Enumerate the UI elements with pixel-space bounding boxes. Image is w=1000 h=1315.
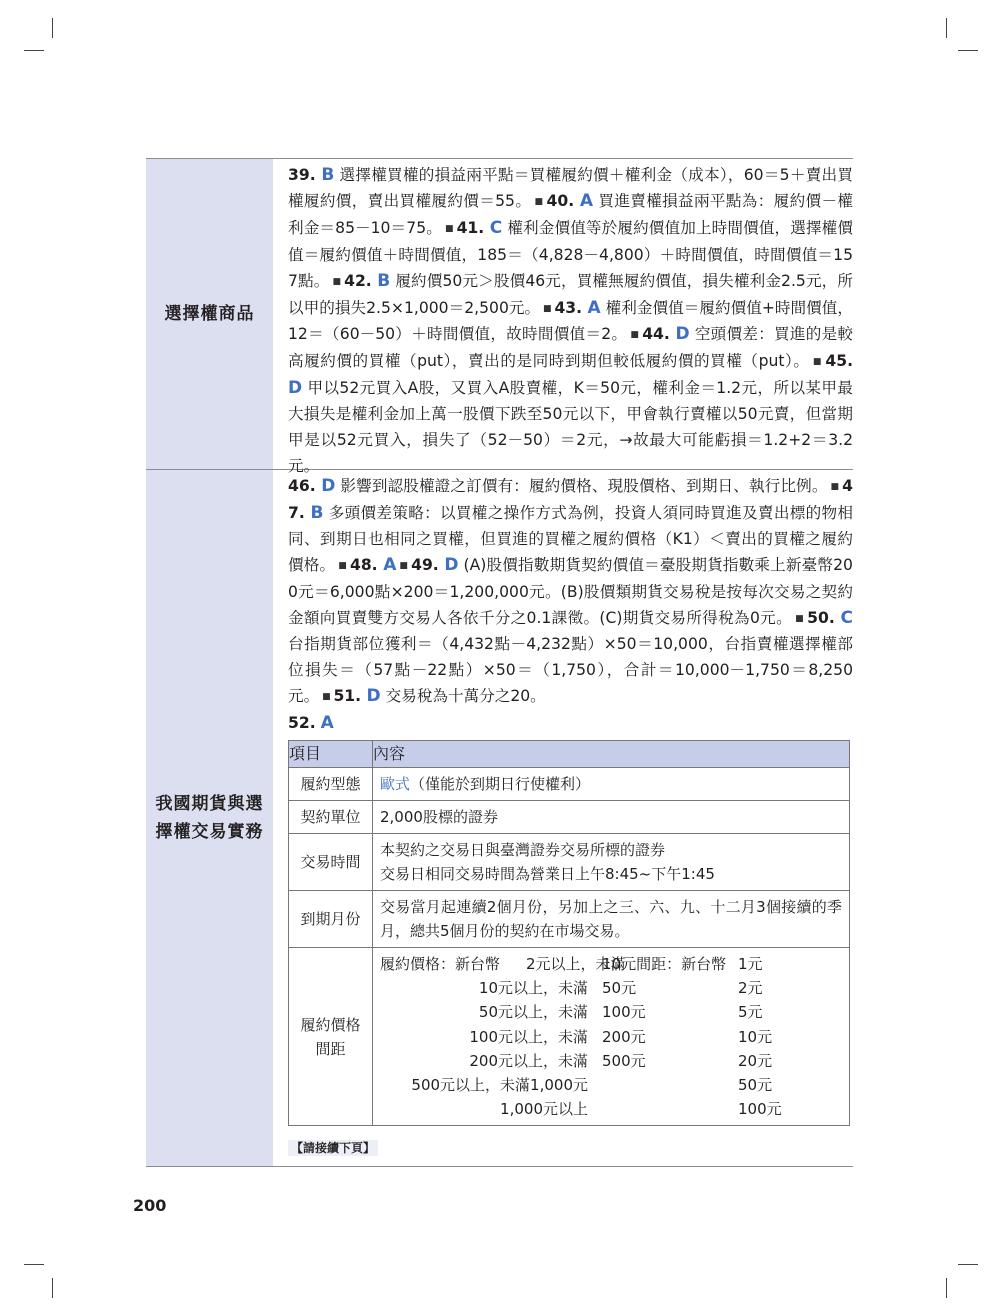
answer-letter: D <box>288 378 303 399</box>
interval-range: 1,000元以上 <box>500 1100 588 1119</box>
separator: ■ <box>531 196 547 207</box>
continue-note: 【請接續下頁】 <box>288 1136 853 1162</box>
explanation-text: 選擇權買權的損益兩平點＝買權履約價＋權利金（成本），60＝5＋賣出買權履約價，賣出買權履約價＝55。 <box>288 166 853 210</box>
answer-letter: D <box>321 476 336 496</box>
separator: ■ <box>791 613 808 624</box>
table-row: 交易時間 本契約之交易日與臺灣證券交易所標的證券 交易日相同交易時間為營業日上午8:45~下午1:45 <box>289 834 850 891</box>
explanation-text: 多頭價差策略：以買權之操作方式為例，投資人須同時買進及賣出標的物相同、到期日也相同之買權，但買進的買權之履約價格（K1）＜賣出的買權之履約價格。 <box>288 503 853 574</box>
question-number: 43. <box>554 298 588 317</box>
table-row: 履約價格 間距 履約價格：新台幣 2元以上，未滿 10元間距：新台幣 1元 10元以上，未滿 50元 2元 50元以上，未滿 100元 5元 100元以上，未滿 200元 10元 200元以上，未滿 500元 20元 500元以上，未滿1,000元 50元 1,000元以上 100元 <box>289 948 850 1126</box>
question-number: 44. <box>642 325 676 344</box>
interval-range: 10元以上，未滿 <box>478 979 588 998</box>
question-number: 50. <box>807 608 841 627</box>
question-number: 41. <box>456 218 490 237</box>
question-number: 48. <box>349 555 384 574</box>
separator: ■ <box>627 330 643 341</box>
crop-mark <box>946 18 947 38</box>
explanation-text: (A)股價指數期貨契約價值＝臺股期貨指數乘上新臺幣200元＝6,000點×200＝1,200,000元。(B)股價類期貨交易稅是按每次交易之契約金額向買賣雙方交易人各依千分之0.1課徵。(C)期貨交易所得稅為0元。 <box>288 555 853 627</box>
separator: ■ <box>441 223 457 234</box>
crop-mark <box>24 1264 44 1265</box>
answer-letter: B <box>310 502 324 523</box>
explanation-text: 台指期貨部位獲利＝（4,432點－4,232點）×50＝10,000，台指賣權選擇權部位損失＝（57點－22點）×50＝（1,750），合計＝10,000－1,750＝8,250元。 <box>288 635 853 706</box>
interval-range: 500元以上，未滿1,000元 <box>411 1076 588 1095</box>
separator: ■ <box>540 303 555 314</box>
answer-letter: B <box>321 165 335 185</box>
question-number: 49. <box>411 555 445 574</box>
explanation-text: 空頭價差：買進的是較高履約價的買權（put），賣出的是同時到期但較低履約價的買權（put）。 <box>288 325 853 371</box>
question-number: 47. <box>288 477 853 522</box>
separator: ■ <box>319 692 334 703</box>
interval-range: 200元以上，未滿 <box>469 1051 588 1070</box>
explanation-text: 履約價50元＞股價46元，買權無履約價值，損失權利金2.5元，所以甲的損失2.5×1,000＝2,500元。 <box>288 271 853 317</box>
interval-range: 50元以上，未滿 <box>478 1003 588 1022</box>
section-futures-practice <box>146 470 853 1167</box>
separator: ■ <box>396 560 412 571</box>
answer-letter: B <box>377 270 391 291</box>
crop-mark <box>24 50 44 51</box>
crop-mark <box>52 1278 53 1298</box>
question-number: 46. <box>288 477 322 495</box>
question-number: 39. <box>288 166 322 184</box>
answer-sheet <box>146 158 853 1167</box>
explanation-text: 權利金價值＝履約價值+時間價值，12＝（60－50）＋時間價值，故時間價值＝2。 <box>288 298 853 344</box>
option-spec-table <box>288 740 850 1126</box>
separator: ■ <box>827 482 843 492</box>
question-number: 51. <box>333 687 367 706</box>
crop-mark <box>946 1278 947 1298</box>
strike-interval-grid: 履約價格：新台幣 2元以上，未滿 10元間距：新台幣 1元 10元以上，未滿 50元 2元 50元以上，未滿 100元 5元 100元以上，未滿 200元 10元 200元以上，未滿 500元 20元 500元以上，未滿1,000元 50元 1,000元以上 100元 <box>380 952 842 1121</box>
explanation-text: 甲以52元買入A股，又買入A股賣權，K＝50元，權利金＝1.2元，所以某甲最大損失是權利金加上萬一股價下跌至50元以下，甲會執行賣權以50元賣，但當期甲是以52元買入，損失了（52－50）＝2元，→故最大可能虧損＝1.2+2＝3.2元。 <box>288 379 853 475</box>
answer-letter: D <box>444 554 459 575</box>
crop-mark <box>958 1264 978 1265</box>
explanation-text: 權利金價值等於履約價值加上時間價值，選擇權價值＝履約價值＋時間價值，185＝（4,828－4,800）＋時間價值，時間價值＝157點。 <box>288 218 853 290</box>
answer-letter: D <box>675 324 690 345</box>
table-row: 到期月份 交易當月起連續2個月份，另加上之三、六、九、十二月3個接續的季月，總共5個月份的契約在市場交易。 <box>289 891 850 948</box>
question-number: 40. <box>546 191 580 210</box>
explanation-text: 交易稅為十萬分之20。 <box>380 687 546 706</box>
header-content: 內容 <box>373 741 850 768</box>
answer-letter: A <box>383 554 397 575</box>
answer-letter: A <box>579 190 594 211</box>
page-number: 200 <box>133 1196 167 1215</box>
interval-range: 2元以上，未滿 <box>526 955 626 974</box>
answer-letter: C <box>840 607 853 628</box>
section-body <box>273 159 853 475</box>
table-row: 履約型態 歐式（僅能於到期日行使權利） <box>289 768 850 801</box>
separator: ■ <box>335 560 350 571</box>
section-body <box>273 470 853 1166</box>
table-row: 契約單位 2,000股標的證券 <box>289 801 850 834</box>
section-options-products <box>146 158 853 475</box>
crop-mark <box>52 18 53 38</box>
answer-letter: D <box>366 686 381 707</box>
crop-mark <box>958 50 978 51</box>
question-number: 42. <box>344 271 378 290</box>
interval-range: 100元以上，未滿 <box>469 1027 588 1046</box>
category-label: 選擇權商品 <box>146 159 273 469</box>
explanation-text: 影響到認股權證之訂價有：履約價格、現股價格、到期日、執行比例。 <box>335 477 828 495</box>
question-number: 45. <box>825 352 853 371</box>
answer-letter: C <box>489 217 503 238</box>
separator: ■ <box>329 276 345 287</box>
question-52: 52. A <box>288 713 334 734</box>
separator: ■ <box>809 357 826 368</box>
category-label: 我國期貨與選 擇權交易實務 <box>146 470 273 1166</box>
explanation-text: 買進賣權損益兩平點為：履約價－權利金＝85－10＝75。 <box>288 191 853 237</box>
header-item: 項目 <box>289 741 373 768</box>
answer-letter: A <box>587 297 601 318</box>
